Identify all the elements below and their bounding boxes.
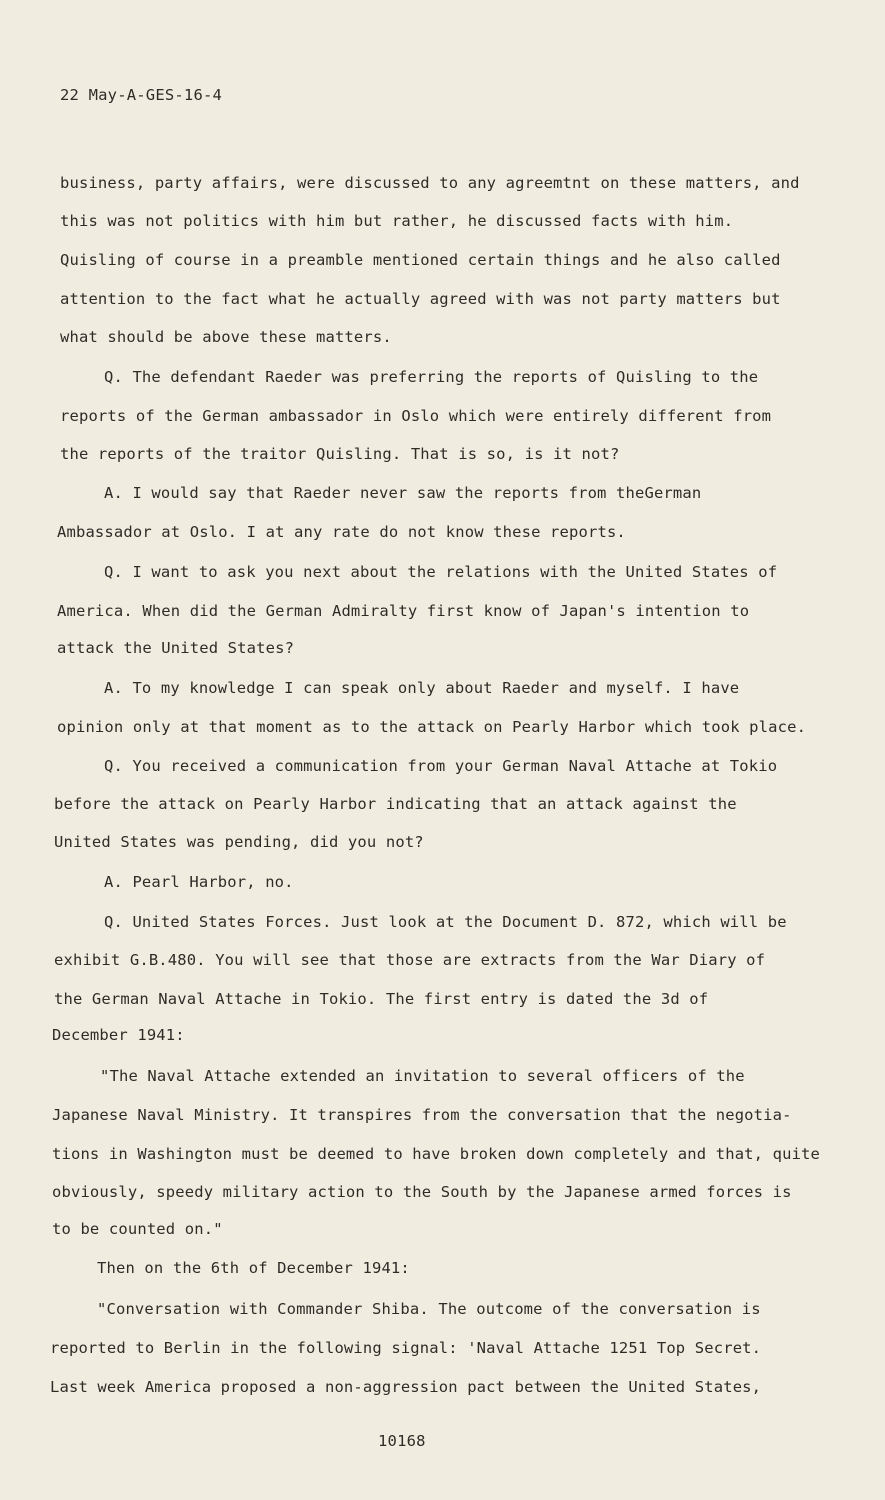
text-line: Ambassador at Oslo. I at any rate do not know these reports.	[57, 523, 626, 541]
text-line: to be counted on."	[52, 1220, 223, 1238]
text-line: A. Pearl Harbor, no.	[104, 873, 294, 891]
text-line: this was not politics with him but rather, he discussed facts with him.	[60, 212, 734, 230]
text-line: what should be above these matters.	[60, 328, 392, 346]
text-line: A. I would say that Raeder never saw the reports from theGerman	[104, 484, 702, 502]
text-line: Q. I want to ask you next about the relations with the United States of	[104, 563, 778, 581]
text-line: United States was pending, did you not?	[54, 833, 424, 851]
text-line: opinion only at that moment as to the attack on Pearly Harbor which took place.	[57, 718, 807, 736]
document-reference: 22 May-A-GES-16-4	[60, 86, 223, 104]
text-line: business, party affairs, were discussed to any agreemtnt on these matters, and	[60, 174, 800, 192]
text-line: Then on the 6th of December 1941:	[97, 1259, 410, 1277]
text-line: "The Naval Attache extended an invitation to several officers of the	[100, 1067, 745, 1085]
text-line: Quisling of course in a preamble mentioned certain things and he also called	[60, 251, 781, 269]
text-line: "Conversation with Commander Shiba. The outcome of the conversation is	[97, 1300, 761, 1318]
text-line: reports of the German ambassador in Oslo which were entirely different from	[60, 407, 772, 425]
text-line: attack the United States?	[57, 639, 295, 657]
text-line: attention to the fact what he actually agreed with was not party matters but	[60, 290, 781, 308]
text-line: December 1941:	[52, 1026, 185, 1044]
text-line: Q. You received a communication from your German Naval Attache at Tokio	[104, 757, 778, 775]
text-line: Q. The defendant Raeder was preferring the reports of Quisling to the	[104, 368, 759, 386]
text-line: before the attack on Pearly Harbor indicating that an attack against the	[54, 795, 737, 813]
text-line: A. To my knowledge I can speak only about Raeder and myself. I have	[104, 679, 740, 697]
text-line: Q. United States Forces. Just look at the Document D. 872, which will be	[104, 913, 787, 931]
text-line: the German Naval Attache in Tokio. The first entry is dated the 3d of	[54, 990, 709, 1008]
text-line: Last week America proposed a non-aggression pact between the United States,	[50, 1378, 762, 1396]
text-line: Japanese Naval Ministry. It transpires from the conversation that the negotia-	[52, 1106, 792, 1124]
text-line: exhibit G.B.480. You will see that those are extracts from the War Diary of	[54, 951, 766, 969]
text-line: reported to Berlin in the following signal: 'Naval Attache 1251 Top Secret.	[50, 1339, 762, 1357]
text-line: the reports of the traitor Quisling. That is so, is it not?	[60, 445, 620, 463]
page-number: 10168	[378, 1432, 426, 1450]
text-line: tions in Washington must be deemed to have broken down completely and that, quite	[52, 1145, 821, 1163]
text-line: America. When did the German Admiralty first know of Japan's intention to	[57, 602, 750, 620]
text-line: obviously, speedy military action to the South by the Japanese armed forces is	[52, 1183, 792, 1201]
